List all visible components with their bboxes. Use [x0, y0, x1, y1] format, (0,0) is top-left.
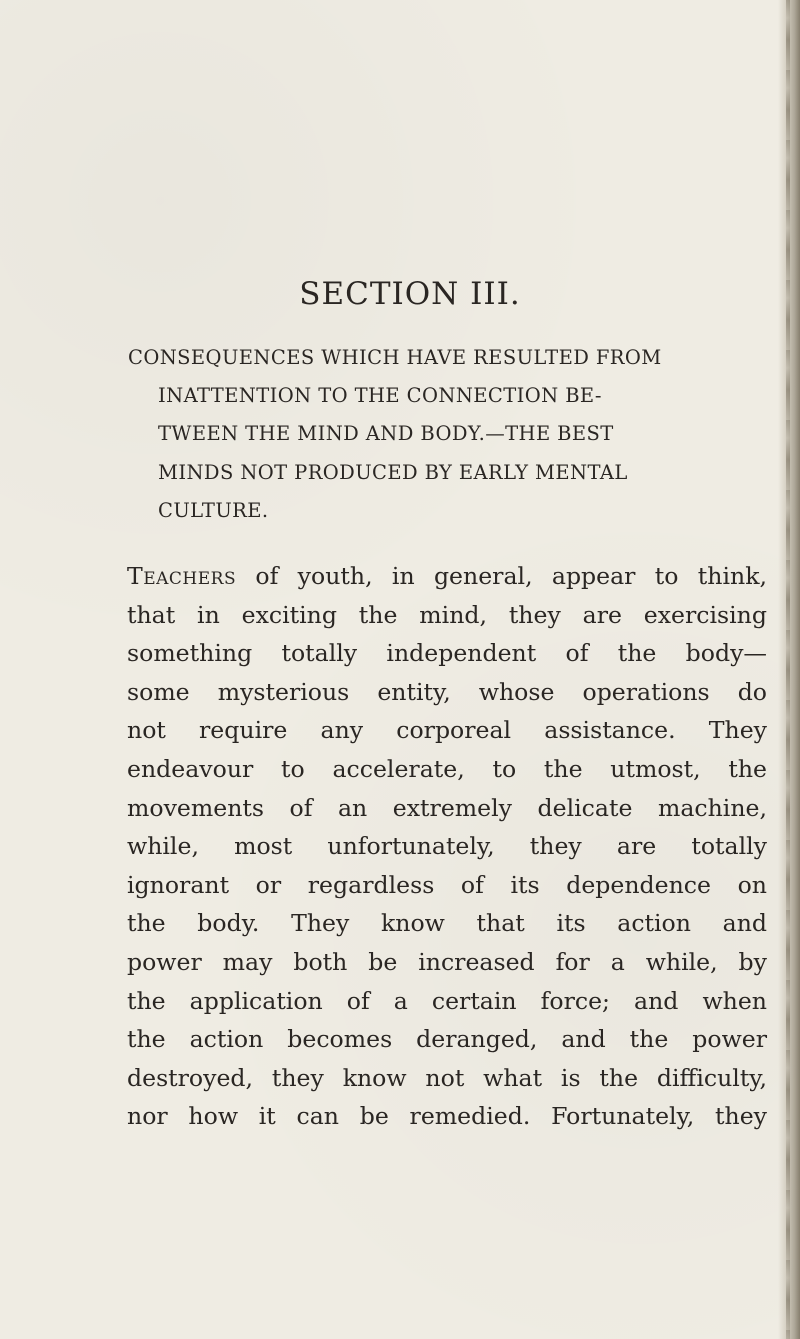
body-paragraph	[127, 557, 767, 1136]
body-line: something totally independent of the body—	[127, 639, 767, 668]
body-line: the application of a certain force; and when	[127, 986, 767, 1015]
body-line: power may both be increased for a while, by	[127, 947, 767, 976]
body-line: the action becomes deranged, and the power	[127, 1025, 767, 1054]
body-line: nor how it can be remedied. Fortunately, they	[127, 1102, 767, 1131]
first-line-text: of youth, in general, appear to think,	[236, 562, 767, 590]
body-line: some mysterious entity, whose operations do	[127, 677, 767, 706]
page-edge-shadow	[778, 0, 800, 1339]
section-summary	[128, 339, 764, 530]
summary-line: CONSEQUENCES WHICH HAVE RESULTED FROM	[128, 346, 662, 369]
summary-line: MINDS NOT PRODUCED BY EARLY MENTAL	[158, 460, 628, 484]
page-edge-texture	[786, 0, 790, 1339]
body-line: not require any corporeal assistance. They	[127, 716, 767, 745]
body-line-first	[127, 557, 767, 596]
summary-line: CULTURE.	[158, 498, 269, 522]
body-line: the body. They know that its action and	[127, 909, 767, 938]
body-line: while, most unfortunately, they are totally	[127, 832, 767, 861]
body-line: that in exciting the mind, they are exercising	[127, 600, 767, 629]
body-line: endeavour to accelerate, to the utmost, the	[127, 754, 767, 783]
body-line: movements of an extremely delicate machine,	[127, 793, 767, 822]
body-line: destroyed, they know not what is the difficulty,	[127, 1063, 767, 1092]
summary-line: TWEEN THE MIND AND BODY.—THE BEST	[158, 422, 614, 446]
body-line: ignorant or regardless of its dependence on	[127, 870, 767, 899]
summary-line: INATTENTION TO THE CONNECTION BE-	[158, 384, 602, 408]
section-title: SECTION III.	[299, 276, 521, 312]
lead-word: Teachers	[127, 562, 237, 590]
